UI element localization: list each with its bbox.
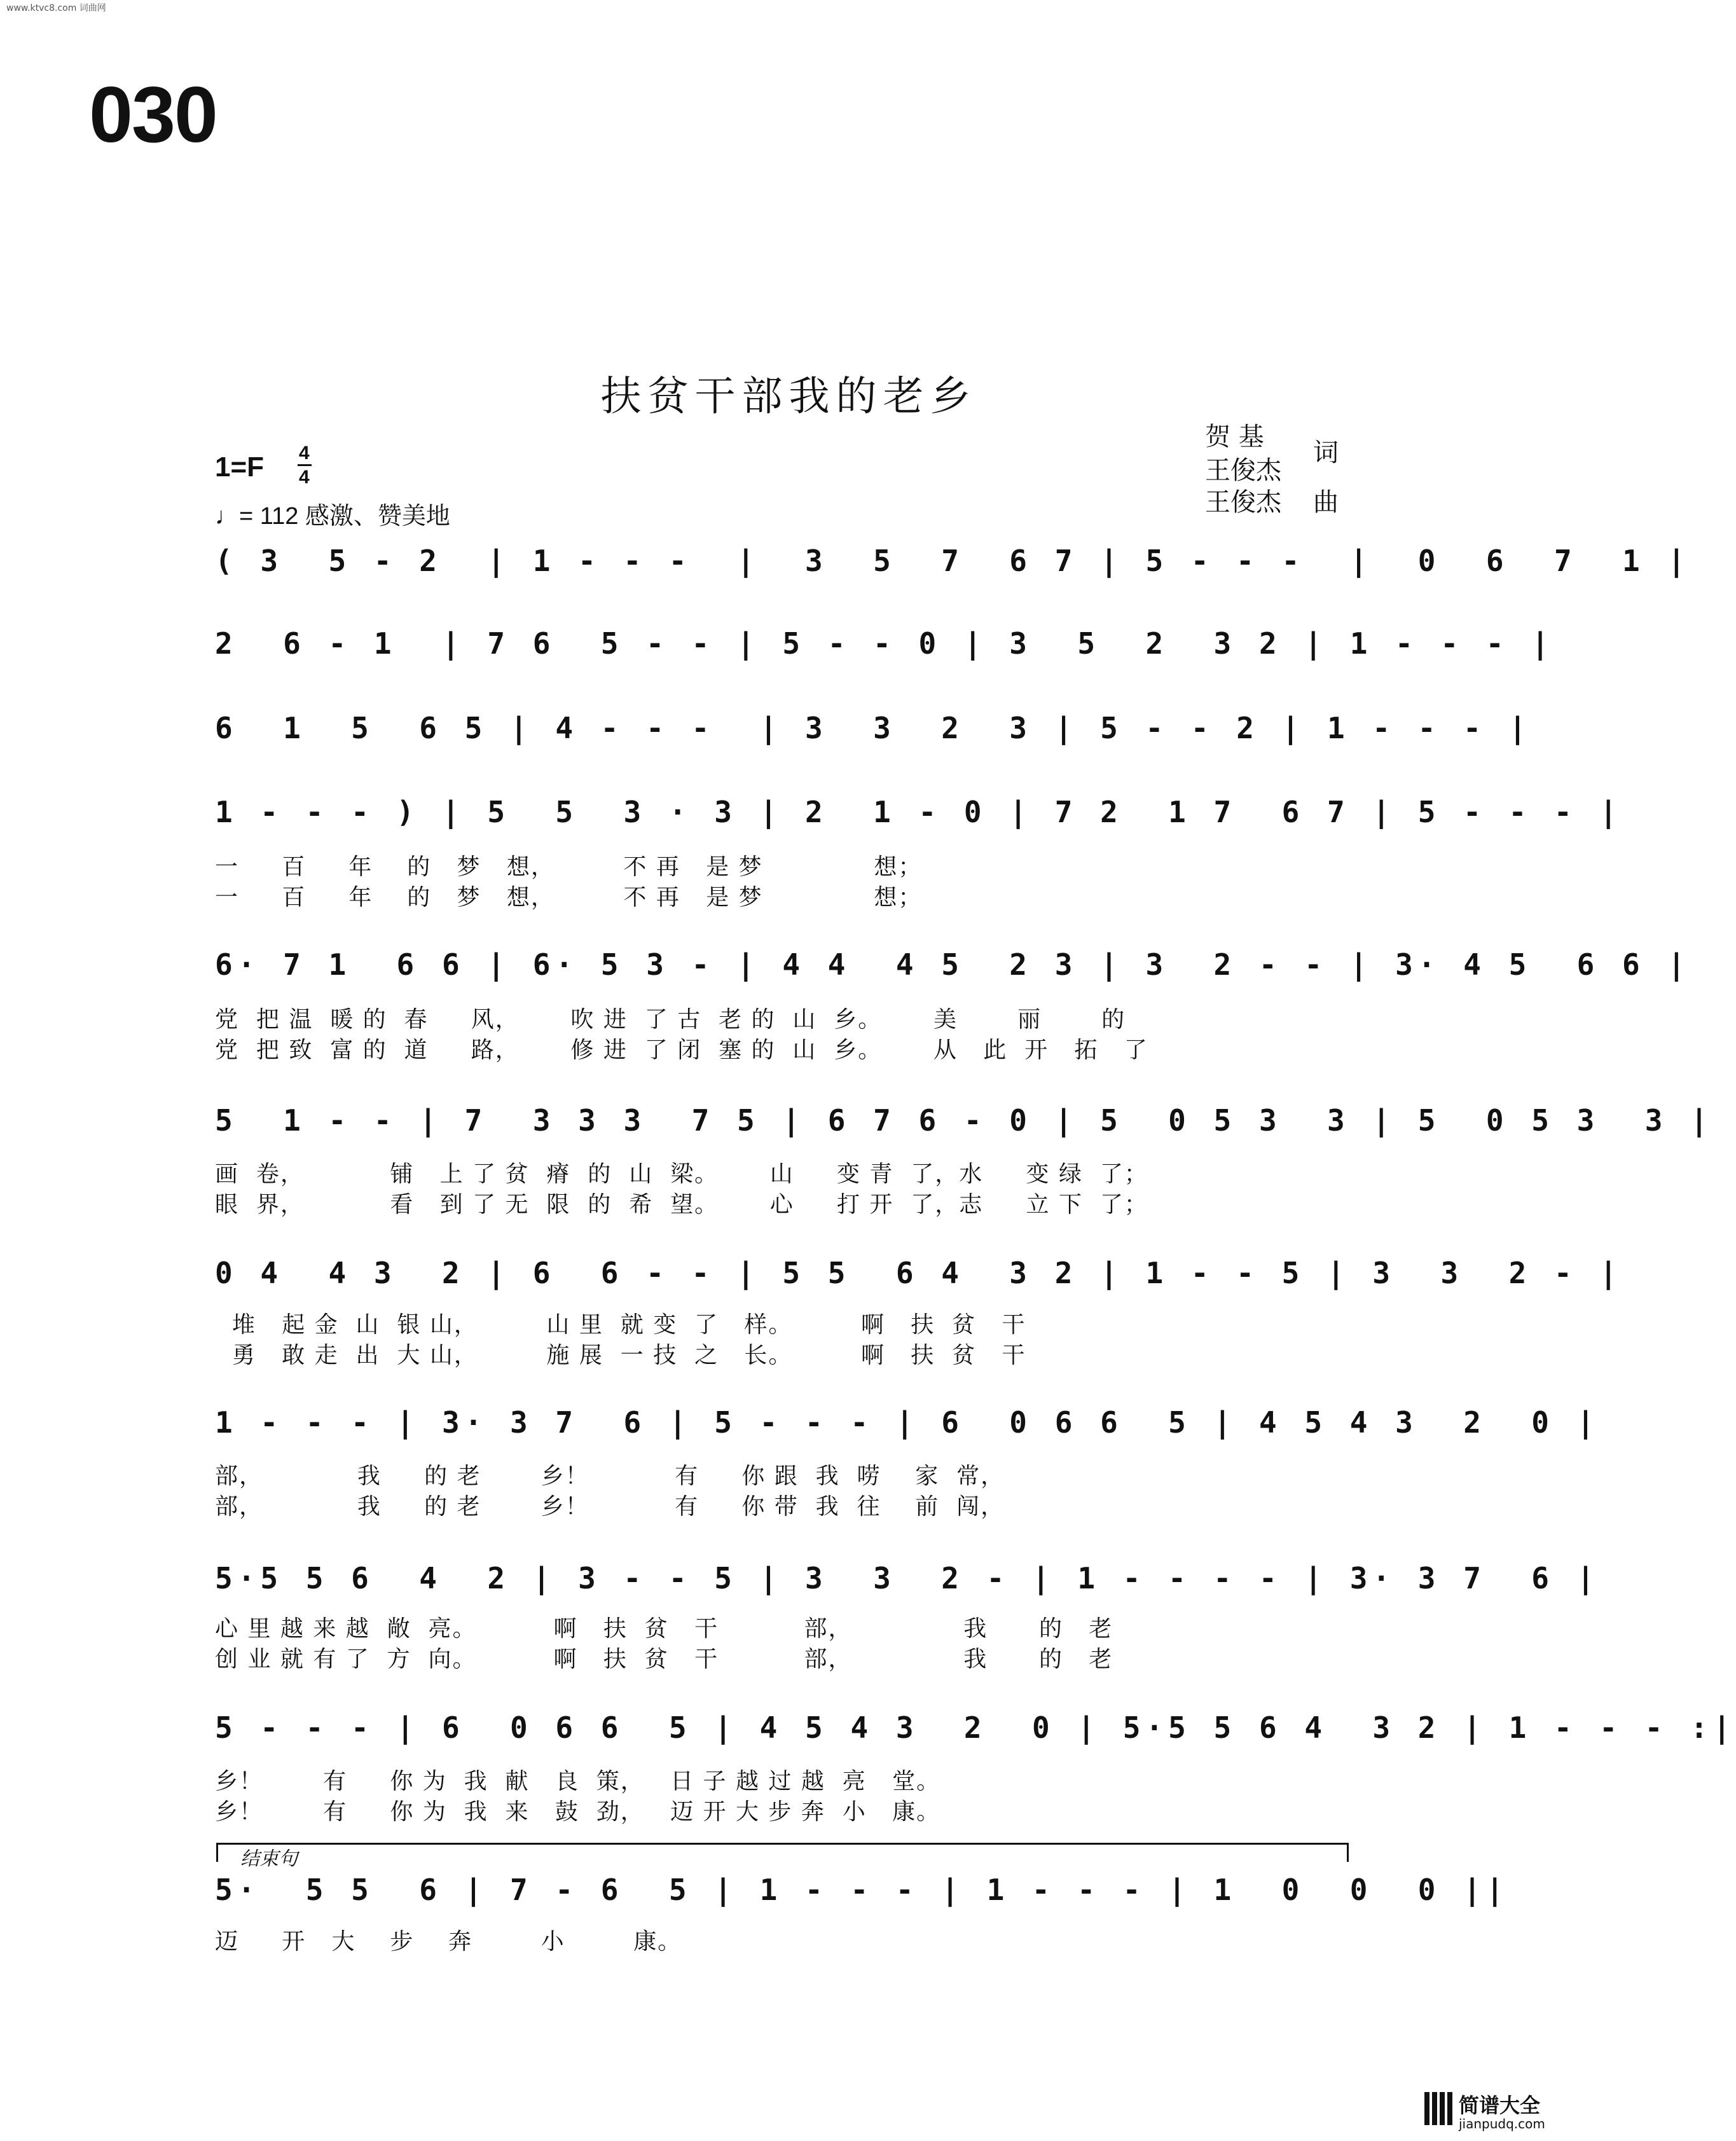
composer-role: 曲 [1313,488,1339,517]
ending-bracket-left [216,1843,218,1862]
notation-line-6: 5 1 - - | 7 3 3 3 7 5 | 6 7 6 - 0 | 5 0 5 3 3 | 5 0 5 3 3 | [215,1103,1713,1138]
time-signature-top: 4 [299,443,310,464]
key-signature: 1=F [215,451,265,483]
site-logo [1424,2089,1564,2134]
notation-line-8: 1 - - - | 3· 3 7 6 | 5 - - - | 6 0 6 6 5 | 4 5 4 3 2 0 | [215,1405,1600,1440]
tempo-marking [215,496,450,531]
lyric-line-7-verse-2: 勇 敢 走 出 大 山， 施 展 一 技 之 长。 啊 扶 贫 干 [215,1342,1026,1368]
piano-icon [1424,2092,1452,2125]
logo-url: jianpudq.com [1459,2116,1545,2131]
lyric-line-4-verse-1: 一 百 年 的 梦 想， 不 再 是 梦 想； [215,854,923,880]
notation-line-11: 5· 5 5 6 | 7 - 6 5 | 1 - - - | 1 - - - | 1 0 0 0 || [215,1873,1509,1907]
lyric-line-8-verse-2: 部， 我 的 老 乡！ 有 你 带 我 往 前 闯， [215,1494,1005,1520]
composer-name: 王俊杰 [1205,488,1281,517]
lyric-line-10-verse-1: 乡！ 有 你 为 我 献 良 策， 日 子 越 过 越 亮 堂。 [215,1768,941,1794]
notation-line-5: 6· 7 1 6 6 | 6· 5 3 - | 4 4 4 5 2 3 | 3 2 - - | 3· 4 5 6 6 | [215,947,1691,982]
time-signature-line [298,464,312,466]
lyric-line-10-verse-2: 乡！ 有 你 为 我 来 鼓 劲， 迈 开 大 步 奔 小 康。 [215,1799,941,1825]
ending-bracket [216,1843,1348,1845]
tempo-expression: 感激、赞美地 [305,503,450,530]
logo-text: 简谱大全 [1459,2093,1541,2117]
lyricist-role: 词 [1313,438,1339,467]
notation-line-1: ( 3 5 - 2 | 1 - - - | 3 5 7 6 7 | 5 - - - | 0 6 7 1 | [215,544,1691,578]
lyric-line-5-verse-2: 党 把 致 富 的 道 路， 修 进 了 闭 塞 的 山 乡。 从 此 开 拓 了 [215,1037,1148,1063]
notation-line-9: 5·5 5 6 4 2 | 3 - - 5 | 3 3 2 - | 1 - - - - | 3· 3 7 6 | [215,1561,1600,1595]
quarter-note-icon: ♩ [215,503,239,530]
page-number: 030 [89,71,217,159]
lyricist-name: 贺 基 [1205,422,1264,451]
notation-line-7: 0 4 4 3 2 | 6 6 - - | 5 5 6 4 3 2 | 1 - - 5 | 3 3 2 - | [215,1256,1623,1290]
lyric-line-9-verse-2: 创 业 就 有 了 方 向。 啊 扶 贫 干 部， 我 的 老 [215,1646,1113,1672]
ending-bracket-right [1347,1843,1349,1862]
lyric-line-11: 迈 开 大 步 奔 小 康。 [215,1929,682,1955]
time-signature-bottom: 4 [299,467,310,488]
ending-label: 结束句 [240,1848,298,1870]
lyric-line-9-verse-1: 心 里 越 来 越 敞 亮。 啊 扶 贫 干 部， 我 的 老 [215,1616,1113,1642]
notation-line-10: 5 - - - | 6 0 6 6 5 | 4 5 4 3 2 0 | 5·5 5 6 4 3 2 | 1 - - - :| [215,1711,1736,1745]
watermark: www.ktvc8.com 词曲网 [6,3,106,13]
notation-line-3: 6 1 5 6 5 | 4 - - - | 3 3 2 3 | 5 - - 2 | 1 - - - | [215,711,1532,745]
lyric-line-4-verse-2: 一 百 年 的 梦 想， 不 再 是 梦 想； [215,885,923,911]
notation-line-4: 1 - - - ) | 5 5 3 · 3 | 2 1 - 0 | 7 2 1 7 6 7 | 5 - - - | [215,795,1623,829]
lyric-line-6-verse-2: 眼 界， 看 到 了 无 限 的 希 望。 心 打 开 了，志 立 下 了； [215,1192,1148,1218]
tempo-value: = 112 [239,503,299,530]
lyric-line-5-verse-1: 党 把 温 暖 的 春 风， 吹 进 了 古 老 的 山 乡。 美 丽 的 [215,1007,1126,1033]
lyric-line-6-verse-1: 画 卷， 铺 上 了 贫 瘠 的 山 梁。 山 变 青 了，水 变 绿 了； [215,1161,1148,1187]
lyric-line-8-verse-1: 部， 我 的 老 乡！ 有 你 跟 我 唠 家 常， [215,1463,1005,1489]
song-title: 扶贫干部我的老乡 [600,373,977,420]
notation-line-2: 2 6 - 1 | 7 6 5 - - | 5 - - 0 | 3 5 2 3 2 | 1 - - - | [215,626,1554,661]
lyric-line-7-verse-1: 堆 起 金 山 银 山， 山 里 就 变 了 样。 啊 扶 贫 干 [215,1312,1026,1338]
lyricist-name-2: 王俊杰 [1205,456,1281,485]
